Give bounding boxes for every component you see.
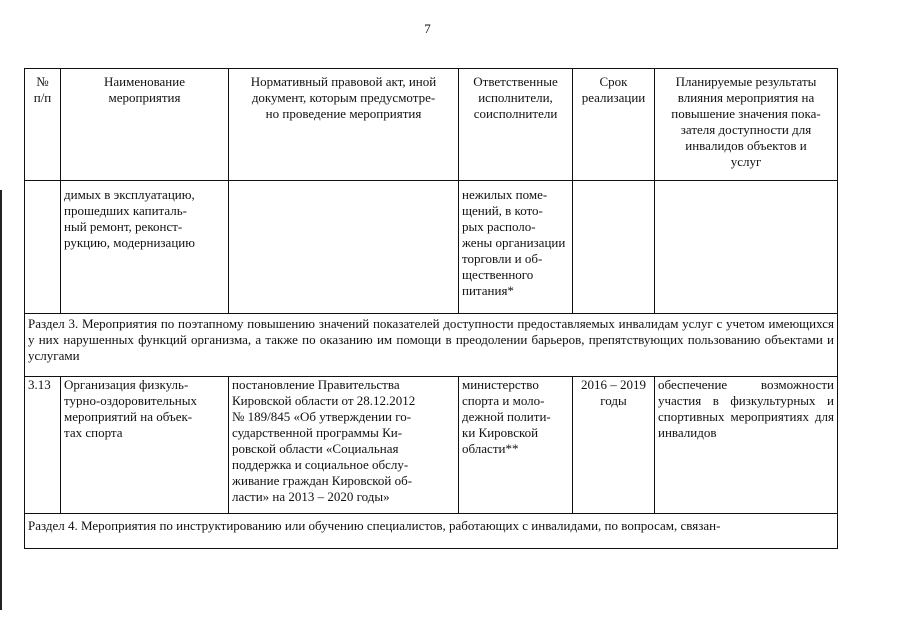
cell-measure-name: димых в эксплуатацию, прошедших капиталь- ный ремонт, реконст- рукцию, модернизацию [61, 181, 229, 314]
cell-legal-act: постановление Правительства Кировской области от 28.12.2012 № 189/845 «Об утверждении го- сударственной программы Ки- ровской области «Социальная поддержка и социальное обслу- живание граждан Кировской об- ласти» на 2013 – 2020 годы» [229, 377, 459, 514]
measures-table [24, 68, 838, 549]
section-4-row [25, 514, 838, 549]
cell-term [573, 181, 655, 314]
table-header-row [25, 69, 838, 181]
cell-legal-act [229, 181, 459, 314]
page-number: 7 [424, 21, 431, 36]
header-planned-results: Планируемые результаты влияния мероприятия на повышение значения пока- зателя доступности для инвалидов объектов и услуг [655, 69, 838, 181]
section-4-heading: Раздел 4. Мероприятия по инструктированию или обучению специалистов, работающих с инвалидами, по вопросам, связан- [25, 514, 838, 549]
left-margin-rule [0, 190, 2, 610]
cell-planned-results: обеспечение возможности участия в физкультурных и спортивных мероприятиях для инвалидов [655, 377, 838, 514]
header-term: Срок реализации [573, 69, 655, 181]
cell-measure-name: Организация физкуль- турно-оздоровительных мероприятий на объек- тах спорта [61, 377, 229, 514]
header-legal-act: Нормативный правовой акт, иной документ, которым предусмотре- но проведение мероприятия [229, 69, 459, 181]
cell-responsible: министерство спорта и моло- дежной полити- ки Кировской области** [459, 377, 573, 514]
section-3-row [25, 314, 838, 377]
table-row-3-13 [25, 377, 838, 514]
cell-planned-results [655, 181, 838, 314]
cell-responsible: нежилых поме- щений, в кото- рых располо- жены организации торговли и об- щественного питания* [459, 181, 573, 314]
header-number: № п/п [25, 69, 61, 181]
cell-number [25, 181, 61, 314]
header-measure-name: Наименование мероприятия [61, 69, 229, 181]
cell-term: 2016 – 2019 годы [573, 377, 655, 514]
cell-number: 3.13 [25, 377, 61, 514]
header-responsible: Ответственные исполнители, соисполнители [459, 69, 573, 181]
section-3-heading: Раздел 3. Мероприятия по поэтапному повышению значений показателей доступности предоставляемых инвалидам услуг с учетом имеющихся у них нарушенных функций организма, а также по оказанию им помощи в преодолении барьеров, препятствующих пользованию объектами и услугами [25, 314, 838, 377]
table-row-continuation [25, 181, 838, 314]
